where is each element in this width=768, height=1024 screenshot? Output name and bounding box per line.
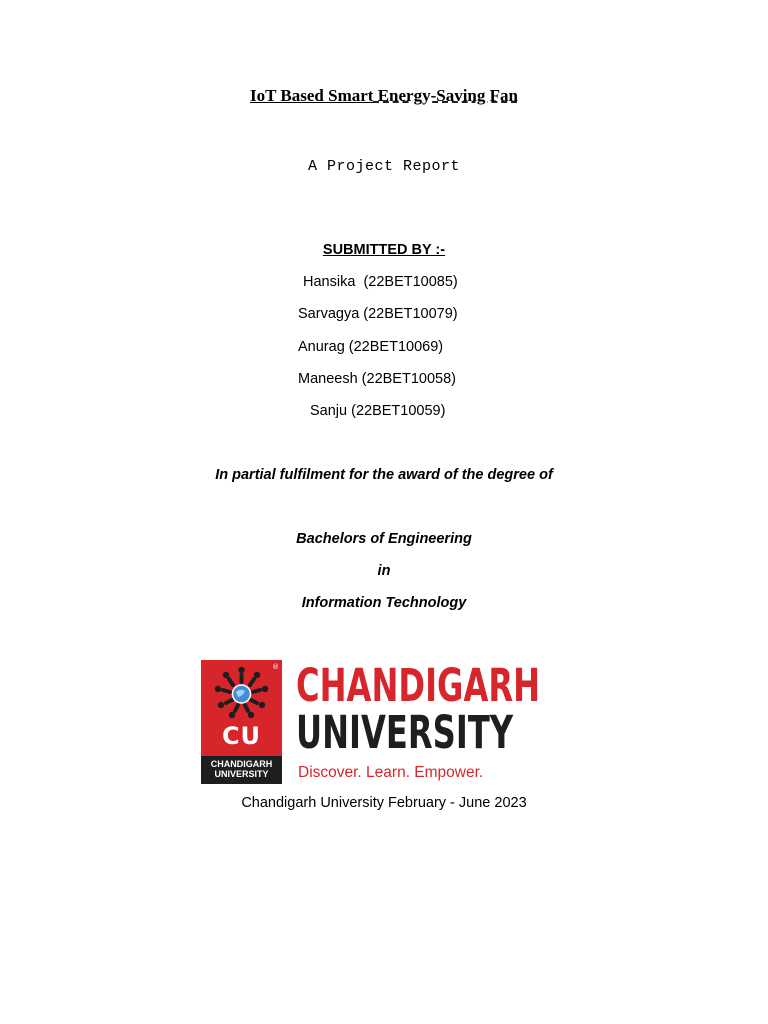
- report-title: [0, 86, 768, 106]
- submitted-by-heading: SUBMITTED BY :-: [322, 242, 446, 258]
- member-hansika: Hansika (22BET10085): [303, 274, 458, 290]
- report-subtitle: A Project Report: [307, 158, 461, 175]
- member-sanju: Sanju (22BET10059): [310, 403, 446, 419]
- logo-wordmark-university: UNIVERSITY: [296, 706, 514, 759]
- emblem-foot-line2: UNIVERSITY: [214, 769, 269, 779]
- report-title-part1: IoT Based Smart: [250, 86, 374, 105]
- emblem-footer: [201, 756, 282, 784]
- member-maneesh: Maneesh (22BET10058): [298, 371, 456, 387]
- registered-mark: ®: [272, 663, 279, 671]
- fulfilment-line: In partial fulfilment for the award of the degree of: [215, 467, 553, 483]
- in-connector: in: [377, 563, 391, 579]
- member-anurag: Anurag (22BET10069): [298, 339, 444, 355]
- logo-emblem: [201, 660, 282, 784]
- emblem-cu-text: CU: [221, 722, 262, 750]
- report-title-part2: Energy-Saving Fan: [373, 86, 518, 105]
- logo-tagline: Discover. Learn. Empower.: [298, 764, 484, 781]
- member-sarvagya: Sarvagya (22BET10079): [298, 306, 458, 322]
- logo-wordmark-chandigarh: CHANDIGARH: [296, 659, 541, 712]
- branch-name: Information Technology: [301, 595, 467, 611]
- degree-name: Bachelors of Engineering: [296, 531, 472, 547]
- emblem-foot-line1: CHANDIGARH: [210, 759, 273, 769]
- university-logo: [201, 660, 571, 784]
- university-session-line: Chandigarh University February - June 2023: [241, 795, 527, 811]
